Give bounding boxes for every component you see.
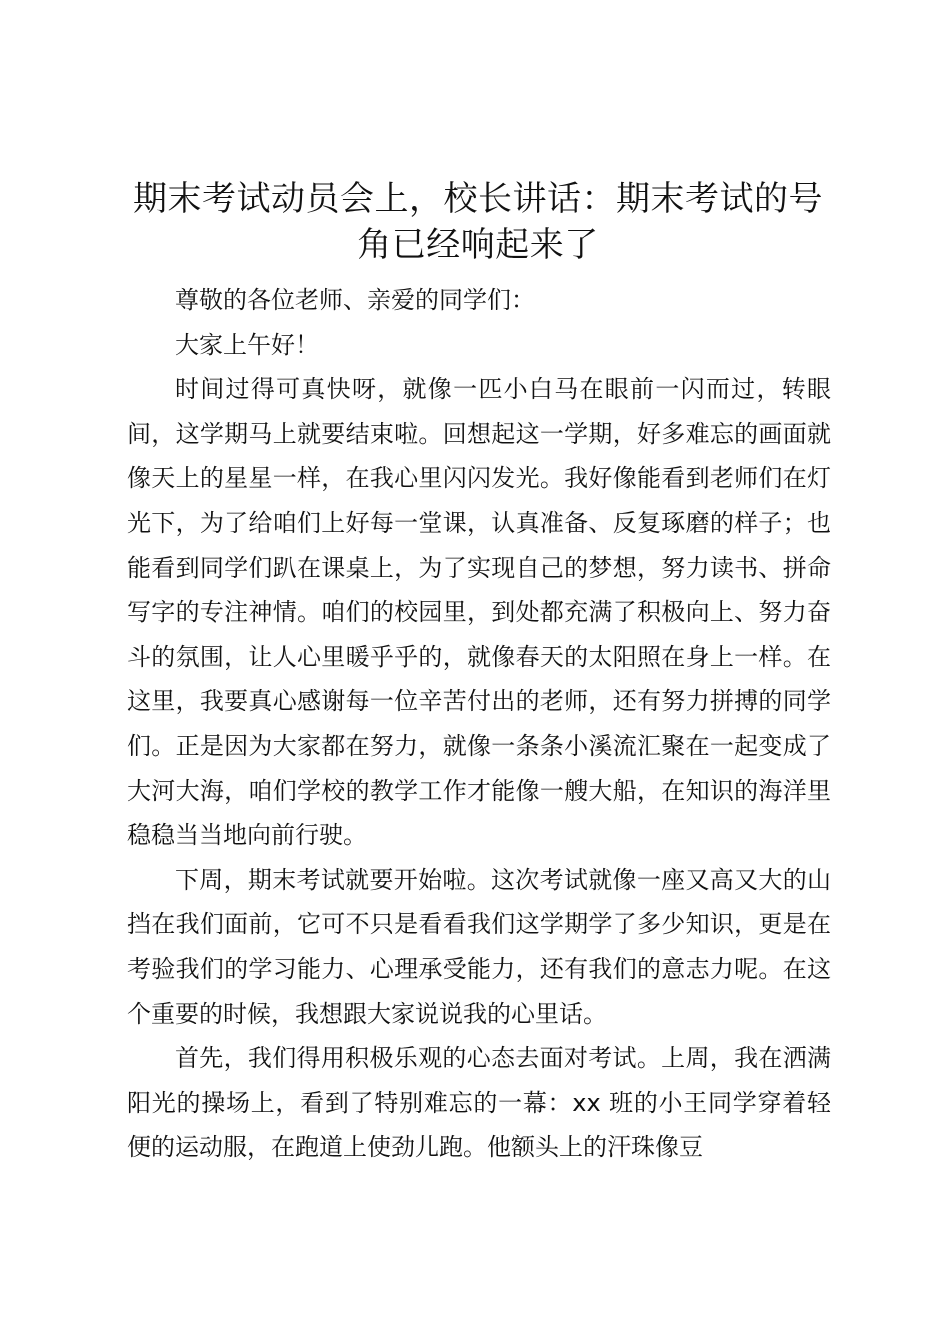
greeting-paragraph: 大家上午好！ — [175, 330, 319, 359]
body-paragraph: 首先，我们得用积极乐观的心态去面对考试。上周，我在洒满阳光的操场上，看到了特别难忘的一幕：xx 班的小王同学穿着轻便的运动服，在跑道上使劲儿跑。他额头上的汗珠像豆 — [127, 1044, 831, 1162]
salutation-paragraph: 尊敬的各位老师、亲爱的同学们： — [175, 286, 535, 314]
body-paragraph: 下周，期末考试就要开始啦。这次考试就像一座又高又大的山挡在我们面前，它可不只是看看我们这学期学了多少知识，更是在考验我们的学习能力、心理承受能力，还有我们的意志力呢。在这个重要的时候，我想跟大家说说我的心里话。 — [127, 865, 831, 1028]
document-title: 期末考试动员会上，校长讲话：期末考试的号角已经响起来了 — [133, 179, 823, 265]
body-paragraph: 时间过得可真快呀，就像一匹小白马在眼前一闪而过，转眼间，这学期马上就要结束啦。回想起这一学期，好多难忘的画面就像天上的星星一样，在我心里闪闪发光。我好像能看到老师们在灯光下，为了给咱们上好每一堂课，认真准备、反复琢磨的样子；也能看到同学们趴在课桌上，为了实现自己的梦想，努力读书、拼命写字的专注神情。咱们的校园里，到处都充满了积极向上、努力奋斗的氛围，让人心里暖乎乎的，就像春天的太阳照在身上一样。在这里，我要真心感谢每一位辛苦付出的老师，还有努力拼搏的同学们。正是因为大家都在努力，就像一条条小溪流汇聚在一起变成了大河大海，咱们学校的教学工作才能像一艘大船，在知识的海洋里稳稳当当地向前行驶。 — [127, 375, 831, 850]
document-body — [127, 278, 831, 1170]
